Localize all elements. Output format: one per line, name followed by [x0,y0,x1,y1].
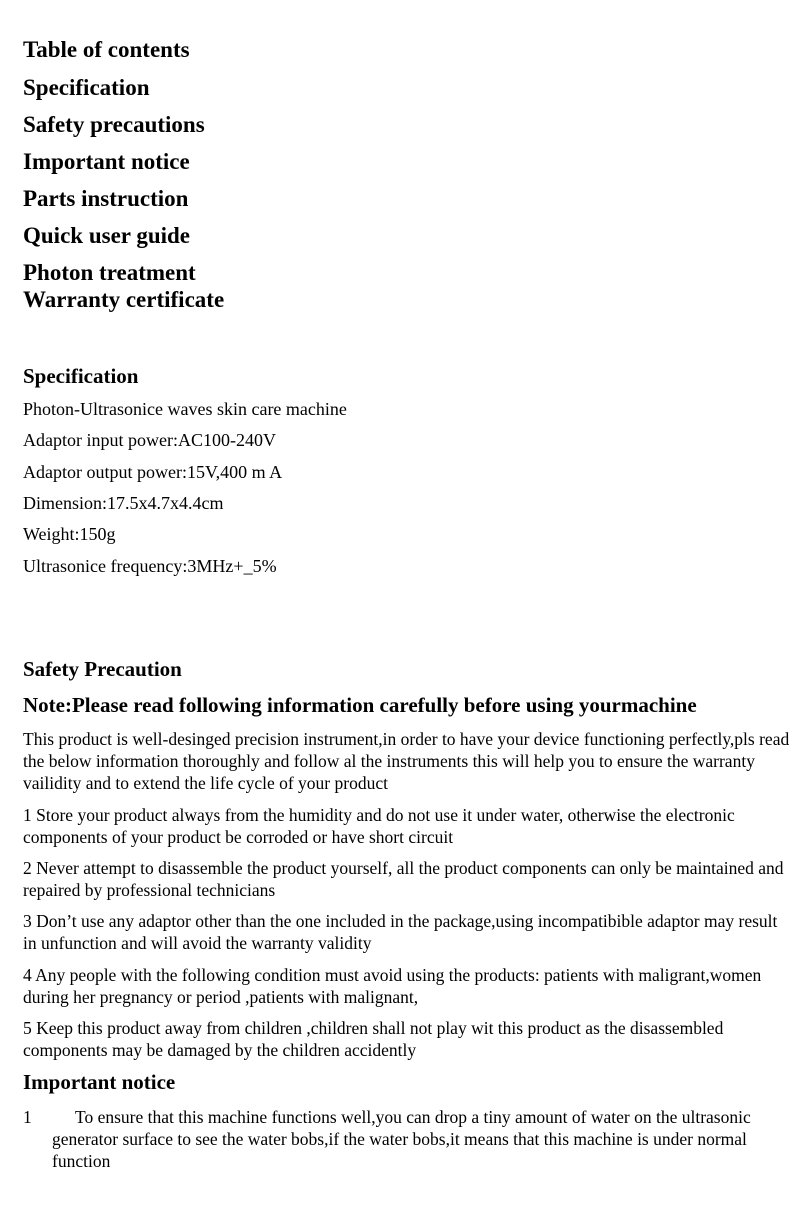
spec-line-frequency: Ultrasonice frequency:3MHz+_5% [23,556,277,576]
safety-item: 4 Any people with the following condition must avoid using the products: patients with maligrant,women during her pregnancy or period ,patients with malignant, [23,965,762,1007]
toc-item-photon-treatment: Photon treatment [23,260,196,285]
spec-line-dimension: Dimension:17.5x4.7x4.4cm [23,493,224,513]
toc-title: Table of contents [23,37,190,62]
spec-line-input-power: Adaptor input power:AC100-240V [23,430,276,450]
safety-heading: Safety Precaution [23,657,182,681]
specification-heading: Specification [23,364,139,388]
toc-item-parts-instruction: Parts instruction [23,186,189,211]
safety-item: 1 Store your product always from the humidity and do not use it under water, otherwise the electronic components of your product be corroded or have short circuit [23,805,735,847]
toc-item-quick-user-guide: Quick user guide [23,223,190,248]
notice-item [23,1106,793,1172]
important-notice-heading: Important notice [23,1070,176,1094]
toc-item-warranty-certificate: Warranty certificate [23,287,225,312]
toc-item-safety-precautions: Safety precautions [23,112,205,137]
spec-line-product: Photon-Ultrasonice waves skin care machine [23,399,347,419]
toc-item-important-notice: Important notice [23,149,190,174]
safety-item: 2 Never attempt to disassemble the product yourself, all the product components can only be maintained and repaired by professional technicians [23,858,784,900]
safety-note: Note:Please read following information carefully before using yourmachine [23,693,697,717]
toc-item-specification: Specification [23,75,150,100]
notice-item-number: 1 [23,1107,32,1127]
spec-line-weight: Weight:150g [23,524,116,544]
safety-intro: This product is well-desinged precision instrument,in order to have your device functioning perfectly,pls read the below information thoroughly and follow al the instruments this will help you to ensure the warranty vailidity and to extend the life cycle of your product [23,729,790,793]
safety-item: 5 Keep this product away from children ,children shall not play wit this product as the disassembled components may be damaged by the children accidently [23,1018,724,1060]
spec-line-output-power: Adaptor output power:15V,400 m A [23,462,283,482]
notice-item-text: To ensure that this machine functions well,you can drop a tiny amount of water on the ultrasonic generator surface to see the water bobs,if the water bobs,it means that this machine is under normal function [52,1107,751,1171]
safety-item: 3 Don’t use any adaptor other than the one included in the package,using incompatibible adaptor may result in unfunction and will avoid the warranty validity [23,911,778,953]
